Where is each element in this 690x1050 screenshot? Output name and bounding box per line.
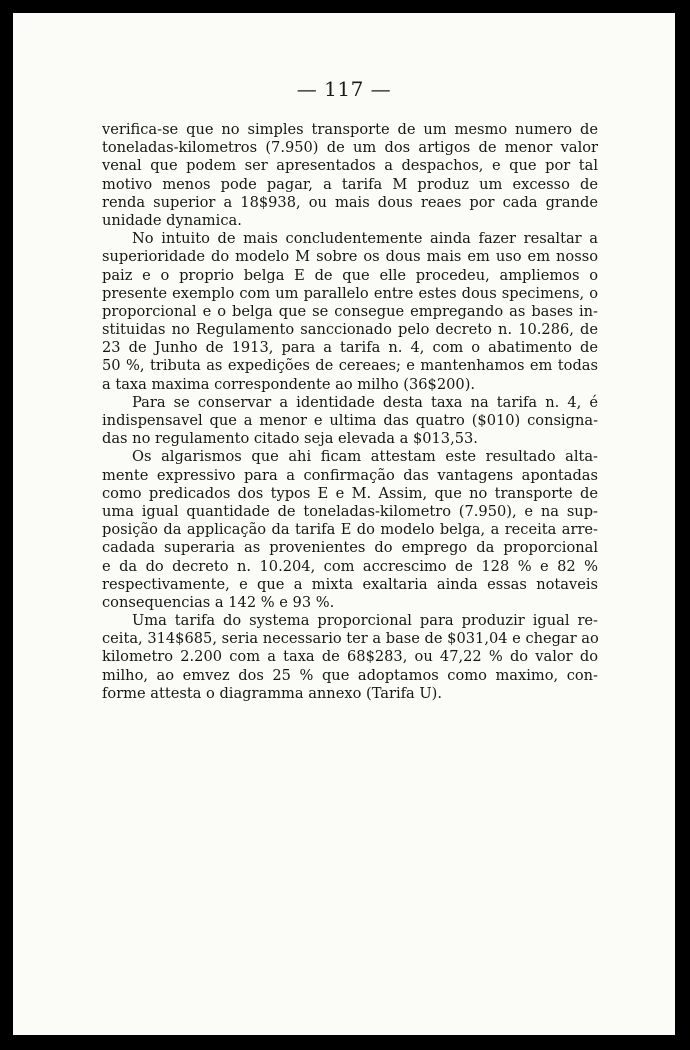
text-line: stituidas no Regulamento sanccionado pelo decreto n. 10.286, de xyxy=(102,321,598,339)
page-number: — 117 — xyxy=(296,77,392,101)
text-line: proporcional e o belga que se consegue empregando as bases in- xyxy=(102,302,598,320)
body-text xyxy=(102,121,598,703)
text-line: como predicados dos typos E e M. Assim, que no transporte de xyxy=(102,484,598,502)
text-line: kilometro 2.200 com a taxa de 68$283, ou 47,22 % do valor do xyxy=(102,648,598,666)
text-line: uma igual quantidade de toneladas-kilometro (7.950), e na sup- xyxy=(102,502,598,520)
text-line: milho, ao emvez dos 25 % que adoptamos como maximo, con- xyxy=(102,666,598,684)
text-line: presente exemplo com um parallelo entre estes dous specimens, o xyxy=(102,284,598,302)
text-line: 23 de Junho de 1913, para a tarifa n. 4, com o abatimento de xyxy=(102,339,598,357)
text-line: ceita, 314$685, seria necessario ter a base de $031,04 e chegar ao xyxy=(102,630,599,648)
text-line: indispensavel que a menor e ultima das quatro ($010) consigna- xyxy=(102,412,598,429)
text-line: Para se conservar a identidade desta taxa na tarifa n. 4, é xyxy=(132,393,598,411)
text-line: paiz e o proprio belga E de que elle procedeu, ampliemos o xyxy=(102,266,598,284)
scanned-page xyxy=(13,13,675,1035)
text-line: toneladas-kilometros (7.950) de um dos artigos de menor valor xyxy=(102,139,598,157)
text-line: No intuito de mais concludentemente ainda fazer resaltar a xyxy=(132,230,598,248)
text-line: cadada superaria as provenientes do emprego da proporcional xyxy=(102,539,598,557)
text-line: unidade dynamica. xyxy=(102,211,242,229)
text-line: verifica-se que no simples transporte de um mesmo numero de xyxy=(102,121,598,138)
text-line: Uma tarifa do systema proporcional para produzir igual re- xyxy=(132,612,598,630)
text-line: 50 %, tributa as expedições de cereaes; e mantenhamos em todas xyxy=(102,357,598,375)
text-line: e da do decreto n. 10.204, com accrescimo de 128 % e 82 % xyxy=(102,557,598,575)
text-line: superioridade do modelo M sobre os dous mais em uso em nosso xyxy=(102,248,598,266)
text-line: Os algarismos que ahi ficam attestam este resultado alta- xyxy=(132,448,598,466)
text-line: consequencias a 142 % e 93 %. xyxy=(102,593,335,611)
text-line: forme attesta o diagramma annexo (Tarifa U). xyxy=(102,684,443,702)
text-line: respectivamente, e que a mixta exaltaria ainda essas notaveis xyxy=(102,575,598,593)
text-line: mente expressivo para a confirmação das vantagens apontadas xyxy=(102,466,598,484)
text-line: das no regulamento citado seja elevada a $013,53. xyxy=(102,430,478,448)
text-line: venal que podem ser apresentados a despachos, e que por tal xyxy=(102,157,598,175)
text-line: motivo menos pode pagar, a tarifa M produz um excesso de xyxy=(102,175,598,193)
text-line: a taxa maxima correspondente ao milho (36$200). xyxy=(102,375,476,393)
text-line: renda superior a 18$938, ou mais dous reaes por cada grande xyxy=(102,193,598,211)
text-line: posição da applicação da tarifa E do modelo belga, a receita arre- xyxy=(102,521,598,539)
